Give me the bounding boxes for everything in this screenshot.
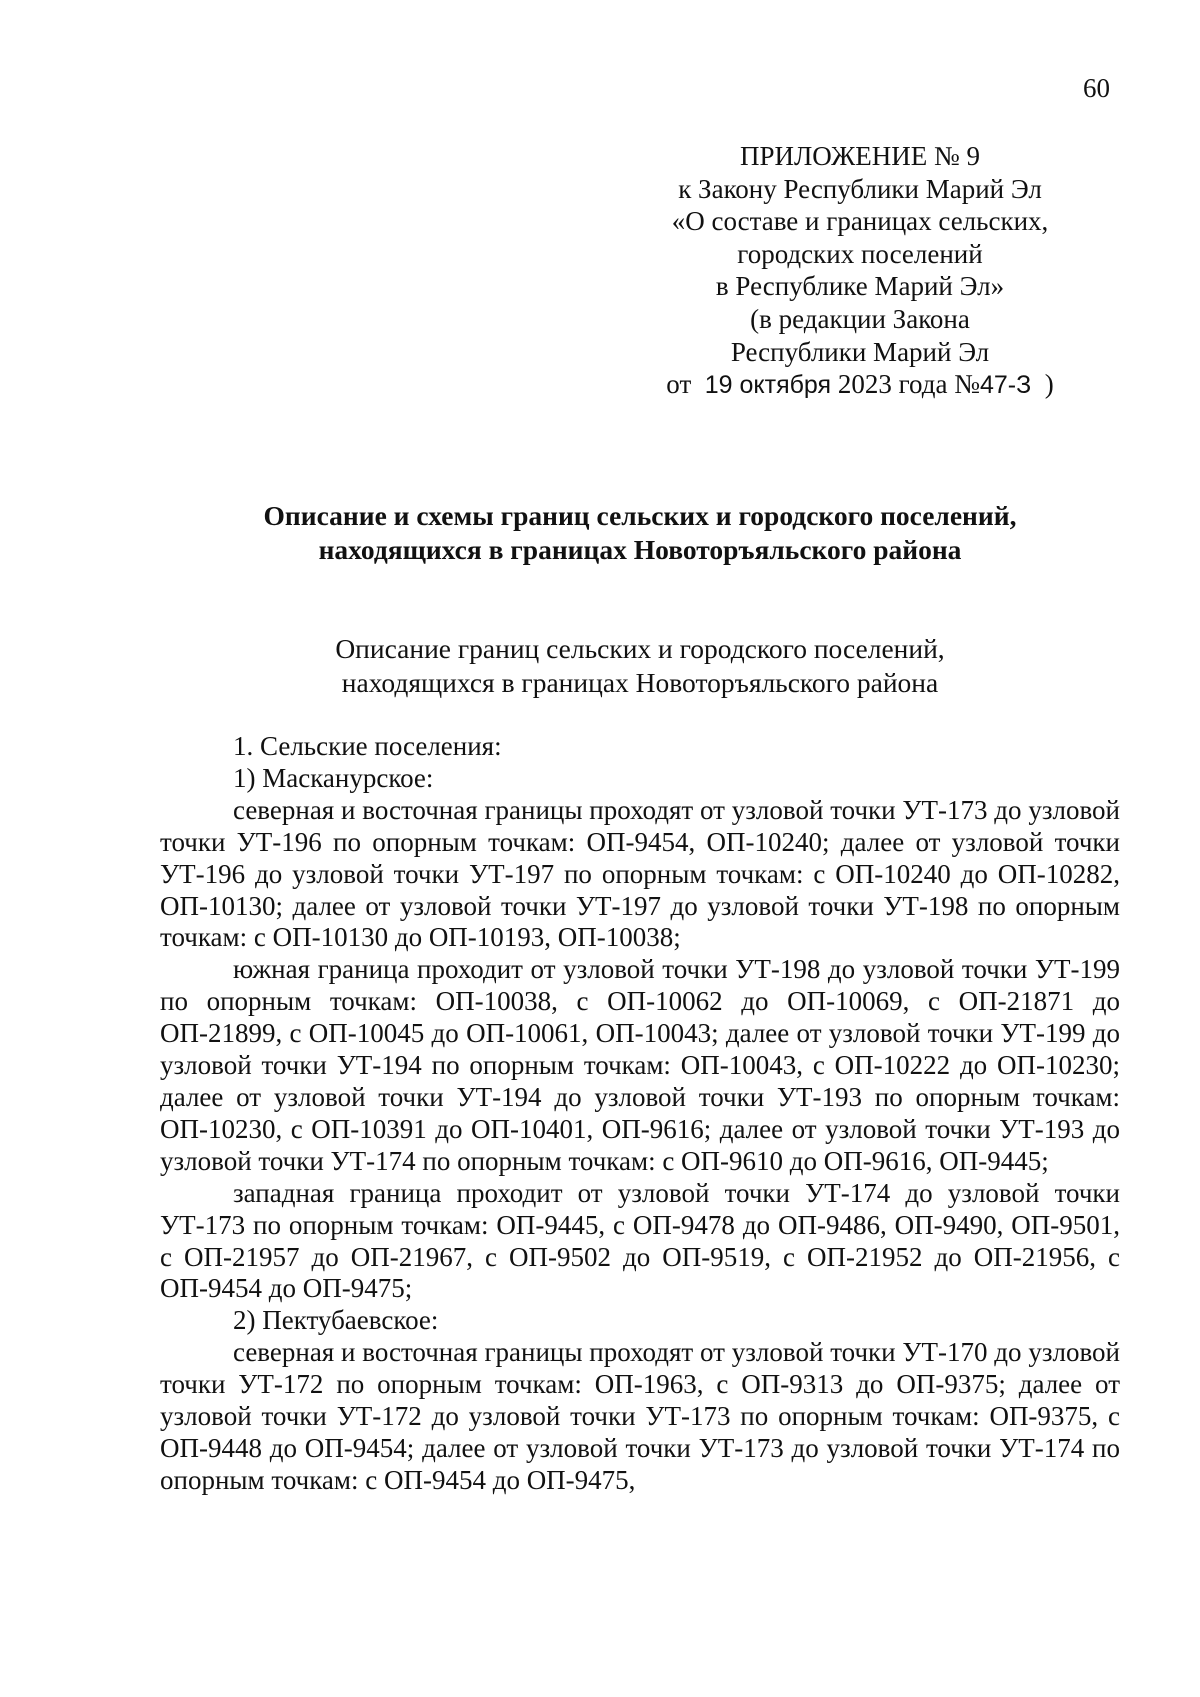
date-handwritten: 19 октября: [704, 371, 832, 400]
boundary-paragraph: северная и восточная границы проходят от узловой точки УТ-170 до узловой точки УТ-172 по опорным точкам: ОП-1963, с ОП-9313 до ОП-9375; далее от узловой точки УТ-172 до узловой точки УТ-173 по опорным точкам: ОП-9375, с ОП-9448 до ОП-9454; далее от узловой точки УТ-173 до узловой точки УТ-174 по опорным точкам: с ОП-9454 до ОП-9475,: [160, 1337, 1120, 1495]
boundary-paragraph: западная граница проходит от узловой точки УТ-174 до узловой точки УТ-173 по опорным точкам: ОП-9445, с ОП-9478 до ОП-9486, ОП-9490, ОП-9501, с ОП-21957 до ОП-21967, с ОП-9502 до ОП-9519, с ОП-21952 до ОП-21956, с ОП-9454 до ОП-9475;: [160, 1177, 1120, 1304]
settlement-heading: 1) Масканурское:: [233, 762, 434, 793]
appendix-line: «О составе и границах сельских,: [671, 206, 1049, 237]
appendix-line: Республики Марий Эл: [730, 336, 990, 367]
section-heading: 1. Сельские поселения:: [233, 731, 502, 761]
sub-title: [160, 632, 1120, 700]
appendix-line: (в редакции Закона: [750, 303, 970, 334]
appendix-line: к Закону Республики Марий Эл: [678, 173, 1042, 204]
appendix-line: в Республике Марий Эл»: [715, 271, 1005, 302]
appendix-date-line: [560, 368, 1160, 402]
sub-title-line: Описание границ сельских и городского поселений,: [335, 633, 945, 664]
settlement-heading: 2) Пектубаевское:: [233, 1305, 439, 1336]
appendix-line: городских поселений: [737, 238, 983, 269]
law-number: 47-З: [979, 371, 1032, 400]
page-number: 60: [1083, 73, 1110, 103]
date-middle: 2023 года №: [837, 369, 980, 400]
date-prefix: от: [666, 369, 692, 400]
boundary-paragraph: южная граница проходит от узловой точки УТ-198 до узловой точки УТ-199 по опорным точкам: ОП-10038, с ОП-10062 до ОП-10069, с ОП-21871 до ОП-21899, с ОП-10045 до ОП-10061, ОП-10043; далее от узловой точки УТ-199 до узловой точки УТ-194 по опорным точкам: ОП-10043, с ОП-10222 до ОП-10230; далее от узловой точки УТ-194 до узловой точки УТ-193 по опорным точкам: ОП-10230, с ОП-10391 до ОП-10401, ОП-9616; далее от узловой точки УТ-193 до узловой точки УТ-174 по опорным точкам: с ОП-9610 до ОП-9616, ОП-9445;: [160, 954, 1120, 1176]
date-suffix: ): [1044, 369, 1054, 400]
appendix-header: [560, 140, 1160, 402]
appendix-line: ПРИЛОЖЕНИЕ № 9: [739, 141, 981, 171]
boundary-paragraph: северная и восточная границы проходят от узловой точки УТ-173 до узловой точки УТ-196 по опорным точкам: ОП-9454, ОП-10240; далее от узловой точки УТ-196 до узловой точки УТ-197 по опорным точкам: с ОП-10240 до ОП-10282, ОП-10130; далее от узловой точки УТ-197 до узловой точки УТ-198 по опорным точкам: с ОП-10130 до ОП-10193, ОП-10038;: [160, 794, 1120, 953]
main-title: [160, 499, 1120, 567]
document-body: [160, 731, 1120, 1497]
main-title-line: находящихся в границах Новоторъяльского района: [318, 534, 962, 565]
main-title-line: Описание и схемы границ сельских и городского поселений,: [263, 500, 1017, 531]
sub-title-line: находящихся в границах Новоторъяльского района: [341, 667, 939, 698]
